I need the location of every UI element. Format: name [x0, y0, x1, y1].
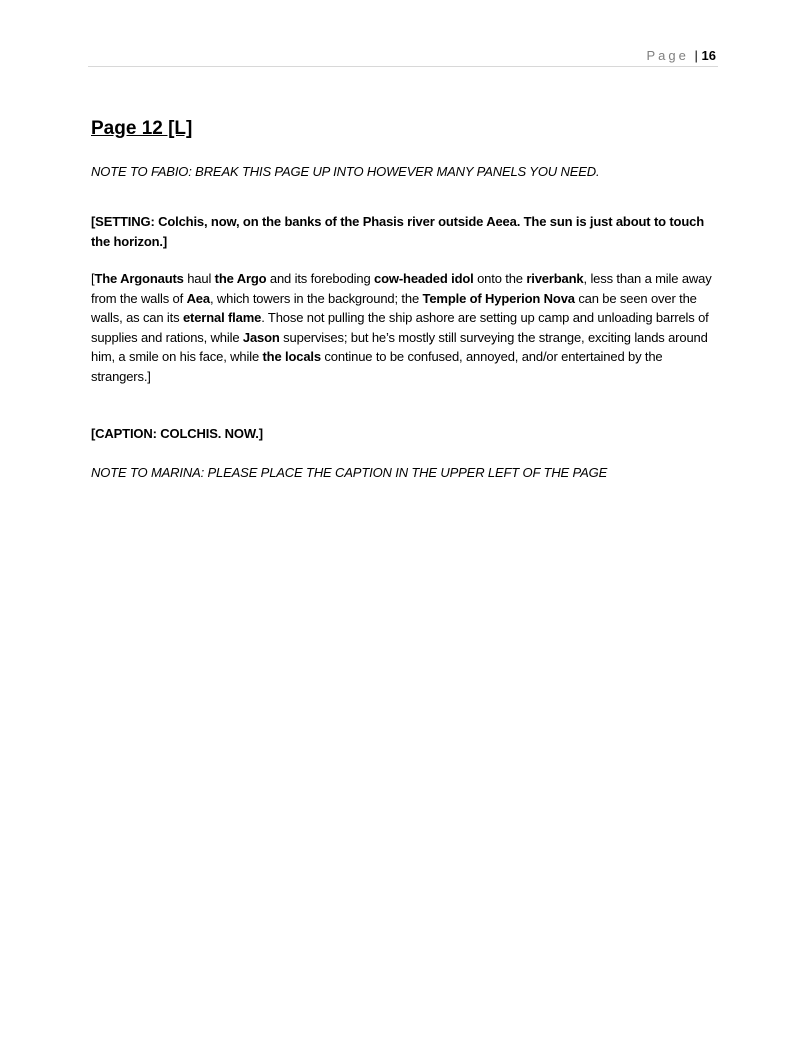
description-text: , which towers in the background; the [209, 290, 423, 306]
description-text: . Those not pulling the ship ashore are setting up camp and unloading barrels of supplies and rations, while [91, 310, 709, 345]
page-label: Page [646, 48, 689, 63]
script-body [91, 116, 716, 482]
note-to-marina: NOTE TO MARINA: PLEASE PLACE THE CAPTION IN THE UPPER LEFT OF THE PAGE [91, 465, 608, 480]
description-emphasis: eternal flame [182, 310, 262, 325]
caption-line: [CAPTION: COLCHIS. NOW.] [91, 426, 263, 441]
description-emphasis: the Argo [214, 271, 267, 286]
description-emphasis: the locals [262, 349, 321, 364]
page-header [88, 48, 718, 67]
page-separator: | [694, 48, 698, 63]
setting-line: [SETTING: Colchis, now, on the banks of the Phasis river outside Aeea. The sun is just about to touch the horizon.] [91, 214, 705, 249]
panel-description [91, 269, 716, 386]
description-text: supervises; but he’s mostly still surveying the strange, exciting lands around him, a smile on his face, while [91, 329, 708, 364]
note-to-fabio: NOTE TO FABIO: BREAK THIS PAGE UP INTO HOWEVER MANY PANELS YOU NEED. [91, 164, 600, 179]
description-text: can be seen over the walls, as can its [91, 290, 697, 325]
page-number: 16 [701, 48, 716, 63]
description-emphasis: The Argonauts [94, 271, 184, 286]
description-text: haul [183, 271, 215, 286]
description-emphasis: cow-headed idol [374, 271, 474, 286]
page-number-block [647, 48, 716, 64]
description-text: [ [91, 271, 95, 286]
description-emphasis: Jason [242, 329, 280, 345]
description-emphasis: Temple of Hyperion Nova [422, 290, 575, 306]
page-heading: Page 12 [L] [91, 118, 193, 139]
description-text: , less than a mile away from the walls of [91, 271, 712, 306]
description-text: and its foreboding [266, 271, 375, 286]
description-emphasis: riverbank [526, 271, 584, 286]
description-emphasis: Aea [186, 290, 210, 306]
description-text: onto the [473, 271, 527, 286]
description-text: continue to be confused, annoyed, and/or entertained by the strangers.] [91, 349, 663, 384]
